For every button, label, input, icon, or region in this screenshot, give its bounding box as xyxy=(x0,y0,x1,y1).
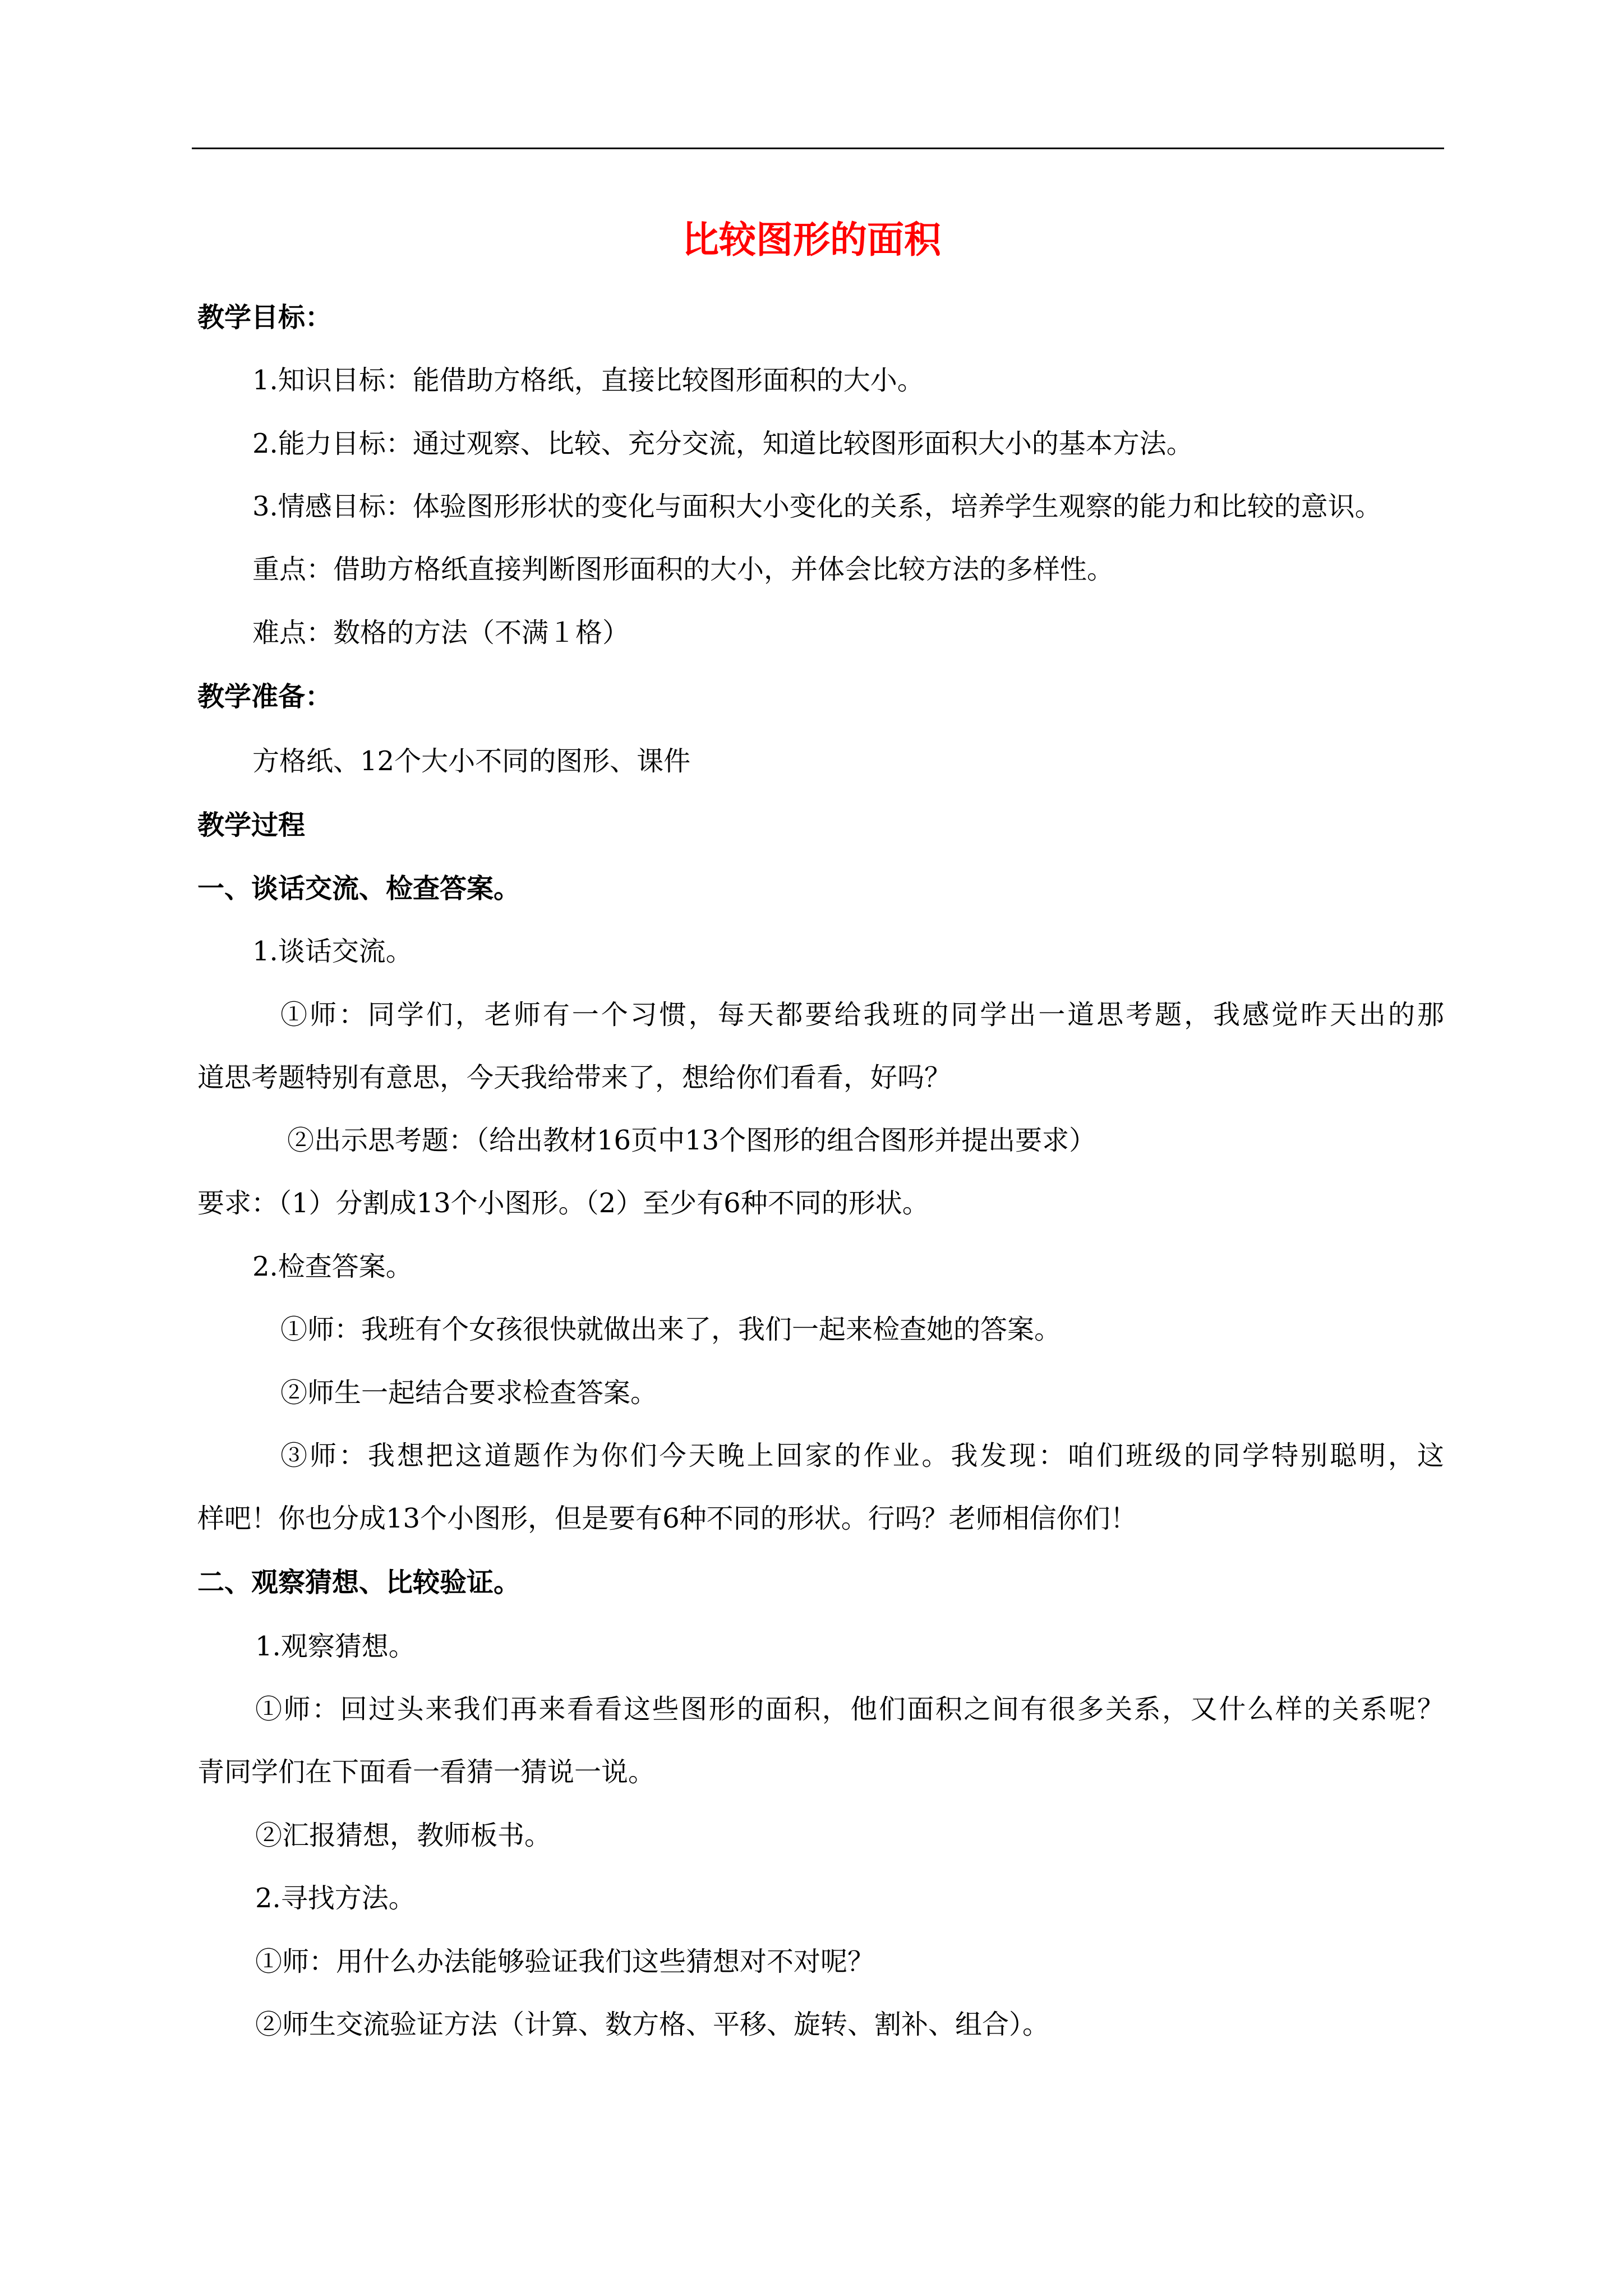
part2-step2-teacher: ①师：用什么办法能够验证我们这些猜想对不对呢？ xyxy=(255,1946,875,1977)
part2-heading: 二、观察猜想、比较验证。 xyxy=(197,1567,521,1598)
goal-knowledge: 1.知识目标：能借助方格纸，直接比较图形面积的大小。 xyxy=(252,365,924,396)
goal-ability: 2.能力目标：通过观察、比较、充分交流，知道比较图形面积大小的基本方法。 xyxy=(252,428,1193,459)
part1-step2-homework-line1: ③师：我想把这道题作为你们今天晚上回家的作业。我发现：咱们班级的同学特别聪明，这 xyxy=(280,1440,1444,1471)
part1-step2-check: ②师生一起结合要求检查答案。 xyxy=(280,1377,658,1409)
part1-step1-show-question: ②出示思考题：（给出教材16页中13个图形的组合图形并提出要求） xyxy=(287,1125,1096,1156)
process-heading: 教学过程 xyxy=(197,809,306,841)
part1-heading: 一、谈话交流、检查答案。 xyxy=(197,873,521,904)
part1-step1: 1.谈话交流。 xyxy=(252,936,413,967)
part1-step2-homework-line2: 样吧！你也分成13个小图形，但是要有6种不同的形状。行吗？老师相信你们！ xyxy=(197,1503,1137,1534)
part2-step1-teacher-line2: 青同学们在下面看一看猜一猜说一说。 xyxy=(197,1756,656,1788)
part2-step2: 2.寻找方法。 xyxy=(255,1883,416,1914)
prep-text: 方格纸、12个大小不同的图形、课件 xyxy=(252,746,691,777)
part2-step1-teacher-line1: ①师：回过头来我们再来看看这些图形的面积，他们面积之间有很多关系，又什么样的关系呢？ xyxy=(255,1694,1444,1725)
goals-heading: 教学目标： xyxy=(197,302,333,333)
document-title: 比较图形的面积 xyxy=(682,218,941,261)
part1-step1-teacher-line1: ①师：同学们，老师有一个习惯，每天都要给我班的同学出一道思考题，我感觉昨天出的那 xyxy=(280,999,1444,1030)
part2-step1: 1.观察猜想。 xyxy=(255,1631,416,1662)
prep-heading: 教学准备： xyxy=(197,681,333,712)
goal-emotion: 3.情感目标：体验图形形状的变化与面积大小变化的关系，培养学生观察的能力和比较的意识。 xyxy=(252,491,1382,522)
part1-step2-teacher: ①师：我班有个女孩很快就做出来了，我们一起来检查她的答案。 xyxy=(280,1314,1062,1345)
header-rule xyxy=(192,148,1444,149)
part1-requirement: 要求：（1）分割成13个小图形。（2）至少有6种不同的形状。 xyxy=(197,1188,929,1219)
part2-step1-report: ②汇报猜想，教师板书。 xyxy=(255,1820,552,1851)
difficulty: 难点：数格的方法（不满１格） xyxy=(252,617,630,648)
part1-step2: 2.检查答案。 xyxy=(252,1251,413,1282)
part2-step2-methods: ②师生交流验证方法（计算、数方格、平移、旋转、割补、组合）。 xyxy=(255,2009,1050,2040)
key-point: 重点：借助方格纸直接判断图形面积的大小，并体会比较方法的多样性。 xyxy=(252,554,1114,585)
part1-step1-teacher-line2: 道思考题特别有意思，今天我给带来了，想给你们看看，好吗？ xyxy=(197,1062,952,1093)
